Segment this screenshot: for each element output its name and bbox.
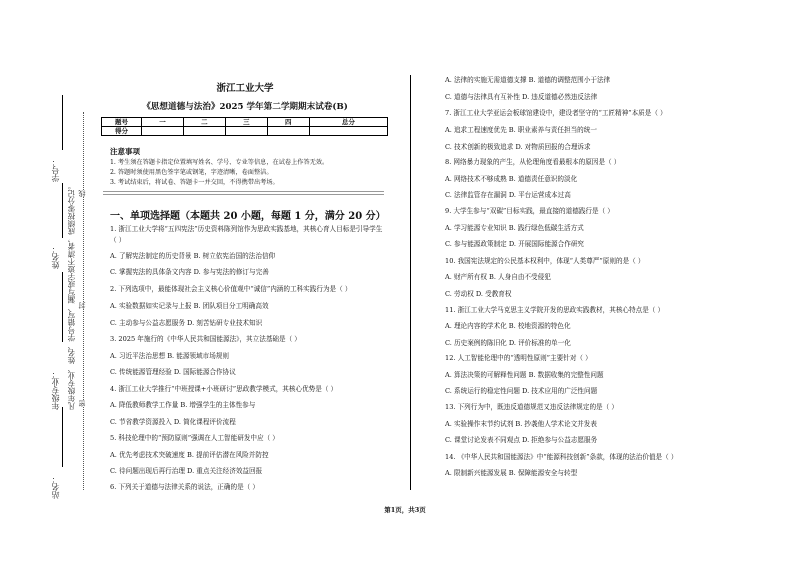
score-table-header-row (102, 118, 388, 127)
question-option: A. 优先考虑技术突破速度 B. 提前评估潜在风险并防控 (110, 451, 269, 459)
question-option: A. 实验操作末节约试剂 B. 抄袭他人学术论文并发表 (445, 420, 597, 428)
question-option: A. 降低教师教学工作量 B. 增强学生的主体性参与 (110, 401, 256, 409)
question-option: C. 法律监管存在漏洞 D. 平台运营成本过高 (445, 191, 571, 199)
score-cell (142, 127, 184, 136)
score-header-cell: 题号 (102, 118, 142, 127)
question-option: A. 实验数据如实记录与上报 B. 团队项目分工明确高效 (110, 302, 269, 310)
score-header-cell: 四 (267, 118, 309, 127)
question-option: C. 道德与法律具有互补性 D. 违反道德必然违反法律 (445, 93, 598, 101)
question-option: A. 了解宪法制定的历史背景 B. 树立依宪治国的法治信仰 (110, 252, 276, 260)
question-option: C. 历史案例的陈旧化 D. 评价标准的单一化 (445, 339, 571, 347)
question-stem: 11. 浙江工业大学马克思主义学院开发的思政实践教材，其核心特点是（ ） (445, 306, 665, 314)
binding-line-segment (62, 407, 63, 467)
question-option: C. 课堂讨论发表不同观点 D. 拒绝参与公益志愿服务 (445, 436, 598, 444)
note-item: 1. 考生须在答题卡指定位置填写姓名、学号、专业等信息，在试卷上作答无效。 (110, 159, 329, 166)
question-stem: 9. 大学生参与“双碳”目标实践，最直接的道德践行是（ ） (445, 207, 614, 215)
section-title: 一、单项选择题（本题共 20 小题，每题 1 分，满分 20 分） (110, 211, 386, 222)
score-row-label: 得分 (102, 127, 142, 136)
question-stem: 7. 浙江工业大学亚运会板球馆建设中，建设者坚守的“工匠精神”本质是（ ） (445, 109, 667, 117)
page-number: 第1页，共3页 (384, 506, 426, 514)
question-option: C. 系统运行的稳定性问题 D. 技术应用的广泛性问题 (445, 387, 598, 395)
question-option: C. 传统能源管理经验 D. 国际能源合作协议 (110, 368, 236, 376)
question-stem: 2. 下列选项中，最能体现社会主义核心价值观中“诚信”内涵的工科实践行为是（ ） (110, 285, 352, 293)
question-option: C. 掌握宪法的具体条文内容 D. 参与宪法的修订与完善 (110, 268, 269, 276)
question-option: A. 网络技术不够成熟 B. 道德责任意识的淡化 (445, 175, 578, 183)
score-header-cell: 一 (142, 118, 184, 127)
question-stem: 10. 我国宪法规定的公民基本权利中，体现“人类尊严”原则的是（ ） (445, 257, 645, 265)
question-option: A. 财产所有权 B. 人身自由不受侵犯 (445, 273, 551, 281)
question-stem: 1. 浙江工业大学将“五四宪法”历史资料陈列馆作为思政实践基地，其核心育人目标是引导学生（ ） (110, 225, 383, 244)
question-option: A. 追求工程速度优先 B. 职业素养与责任担当的统一 (445, 126, 597, 134)
student-id-label: 学号： (51, 158, 60, 182)
score-cell (267, 127, 309, 136)
binding-line-segment (62, 95, 63, 150)
seal-char-seal: 封 (78, 302, 86, 309)
question-option: A. 法律的实施无需道德支撑 B. 道德的调整范围小于法律 (445, 76, 611, 84)
question-option: C. 劳动权 D. 受教育权 (445, 290, 512, 298)
score-header-cell: 总分 (309, 118, 387, 127)
section-divider (103, 191, 384, 195)
question-stem: 13. 下列行为中，既违反道德规范又违反法律规定的是（ ） (445, 403, 618, 411)
note-item: 2. 答题时须使用黑色签字笔或钢笔，字迹清晰，卷面整洁。 (110, 169, 273, 176)
column-divider (410, 75, 411, 490)
score-cell (183, 127, 225, 136)
score-table-score-row (102, 127, 388, 136)
question-option: C. 参与能源政策制定 D. 开展国际能源合作研究 (445, 240, 585, 248)
binding-line-segment (62, 272, 63, 342)
notes-title: 注意事项 (110, 147, 140, 156)
seal-char-secret: 密 (78, 400, 86, 407)
exam-title: 《思想道德与法治》2025 学年第二学期期末试卷(B) (142, 102, 348, 112)
question-option: A. 学习能源专业知识 B. 践行绿色低碳生活方式 (445, 224, 584, 232)
question-option: A. 算法决策的可解释性问题 B. 数据收集的完整性问题 (445, 371, 604, 379)
question-stem: 6. 下列关于道德与法律关系的说法，正确的是（ ） (110, 483, 259, 491)
name-label: 姓名： (51, 245, 60, 269)
score-header-cell: 二 (183, 118, 225, 127)
question-option: A. 理论内容的学术化 B. 校地资源的特色化 (445, 322, 571, 330)
station-label: 站名： (51, 475, 60, 499)
question-option: C. 技术创新的极致追求 D. 对物质回报的合理诉求 (445, 143, 591, 151)
question-option: A. 习近平法治思想 B. 能源领域市场规则 (110, 352, 229, 360)
question-stem: 12. 人工智能伦理中的“透明性原则”主要针对（ ） (445, 354, 592, 362)
note-item: 3. 考试结束后，将试卷、答题卡一并交回，不得携带出考场。 (110, 179, 279, 186)
question-stem: 5. 科技伦理中的“预防原则”强调在人工智能研发中应（ ） (110, 434, 279, 442)
question-stem: 3. 2025 年施行的《中华人民共和国能源法》，其立法基础是（ ） (110, 335, 301, 343)
university-title: 浙江工业大学 (216, 83, 274, 94)
seal-dotted-line (83, 112, 84, 490)
question-stem: 14. 《中华人民共和国能源法》中“能源科技创新”条款，体现的法治价值是（ ） (445, 453, 678, 461)
question-stem: 8. 网络暴力现象的产生，从伦理角度看最根本的原因是（ ） (445, 158, 621, 166)
score-header-cell: 三 (225, 118, 267, 127)
question-option: C. 主动参与公益志愿服务 D. 刻苦钻研专业技术知识 (110, 319, 263, 327)
score-table (101, 117, 388, 136)
seal-char-line: 线 (78, 190, 86, 197)
score-cell (225, 127, 267, 136)
binding-warning-text: 凡年级专业、姓名、学号错写、漏写或字迹不清者，成绩按零分记。 (67, 182, 76, 410)
question-option: C. 待问题出现后再行治理 D. 重点关注经济效益回报 (110, 467, 263, 475)
major-label: 年级专业： (51, 370, 60, 410)
binding-line-segment (62, 183, 63, 238)
question-stem: 4. 浙江工业大学推行“中班授课+小班研讨”思政教学模式，其核心优势是（ ） (110, 385, 338, 393)
score-cell (309, 127, 387, 136)
question-option: C. 节省教学资源投入 D. 简化课程评价流程 (110, 418, 236, 426)
question-option: A. 限制新兴能源发展 B. 保障能源安全与转型 (445, 469, 578, 477)
